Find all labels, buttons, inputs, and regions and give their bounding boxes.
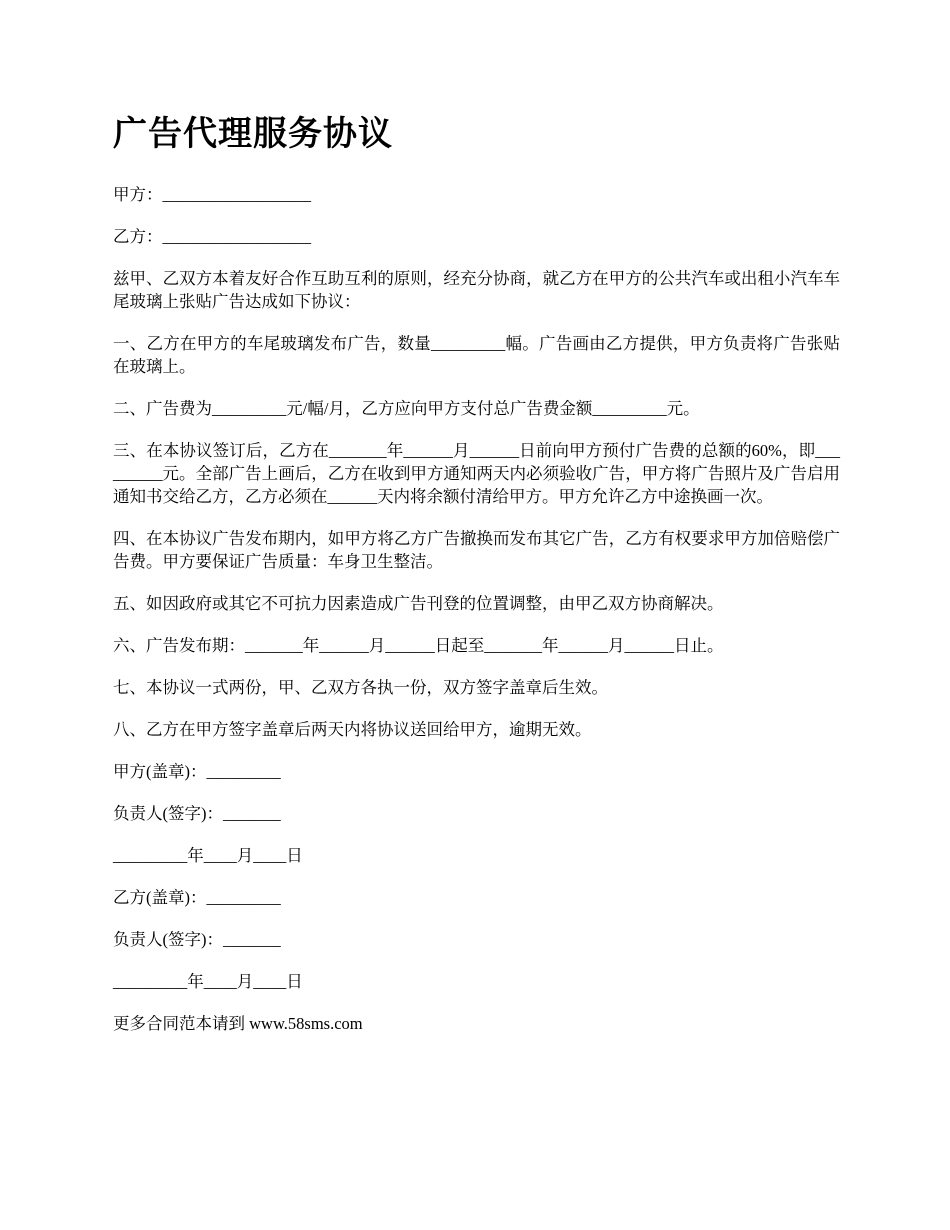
clause-4: 四、在本协议广告发布期内，如甲方将乙方广告撤换而发布其它广告，乙方有权要求甲方加倍赔偿广告费。甲方要保证广告质量：车身卫生整洁。	[113, 529, 840, 571]
party-a-date-line: _________年____月____日	[113, 846, 303, 865]
party-a-line: 甲方：__________________	[113, 185, 311, 204]
party-b-seal-line: 乙方(盖章)：_________	[113, 888, 281, 907]
party-b-date-line: _________年____月____日	[113, 972, 303, 991]
clause-3: 三、在本协议签订后，乙方在_______年______月______日前向甲方预付广告费的总额的60%，即_________元。全部广告上画后，乙方在收到甲方通知两天内必须验收广告，甲方将广告照片及广告启用通知书交给乙方，乙方必须在______天内将余额付清给甲方。甲方允许乙方中途换画一次。	[113, 441, 840, 506]
clause-7: 七、本协议一式两份，甲、乙双方各执一份，双方签字盖章后生效。	[113, 678, 608, 697]
clause-5: 五、如因政府或其它不可抗力因素造成广告刊登的位置调整，由甲乙双方协商解决。	[113, 594, 724, 613]
party-b-line: 乙方：__________________	[113, 227, 311, 246]
footer-note: 更多合同范本请到 www.58sms.com	[113, 1014, 363, 1033]
document-title: 广告代理服务协议	[113, 114, 393, 154]
party-b-signatory-line: 负责人(签字)：_______	[113, 930, 281, 949]
clause-1: 一、乙方在甲方的车尾玻璃发布广告，数量_________幅。广告画由乙方提供，甲方负责将广告张贴在玻璃上。	[113, 334, 840, 376]
party-a-signatory-line: 负责人(签字)：_______	[113, 804, 281, 823]
clause-8: 八、乙方在甲方签字盖章后两天内将协议送回给甲方，逾期无效。	[113, 720, 592, 739]
clause-6: 六、广告发布期：_______年______月______日起至_______年______月______日止。	[113, 636, 724, 655]
preamble-paragraph: 兹甲、乙双方本着友好合作互助互利的原则，经充分协商，就乙方在甲方的公共汽车或出租小汽车车尾玻璃上张贴广告达成如下协议：	[113, 269, 840, 311]
clause-2: 二、广告费为_________元/幅/月，乙方应向甲方支付总广告费金额_________元。	[113, 399, 700, 418]
party-a-seal-line: 甲方(盖章)：_________	[113, 762, 281, 781]
